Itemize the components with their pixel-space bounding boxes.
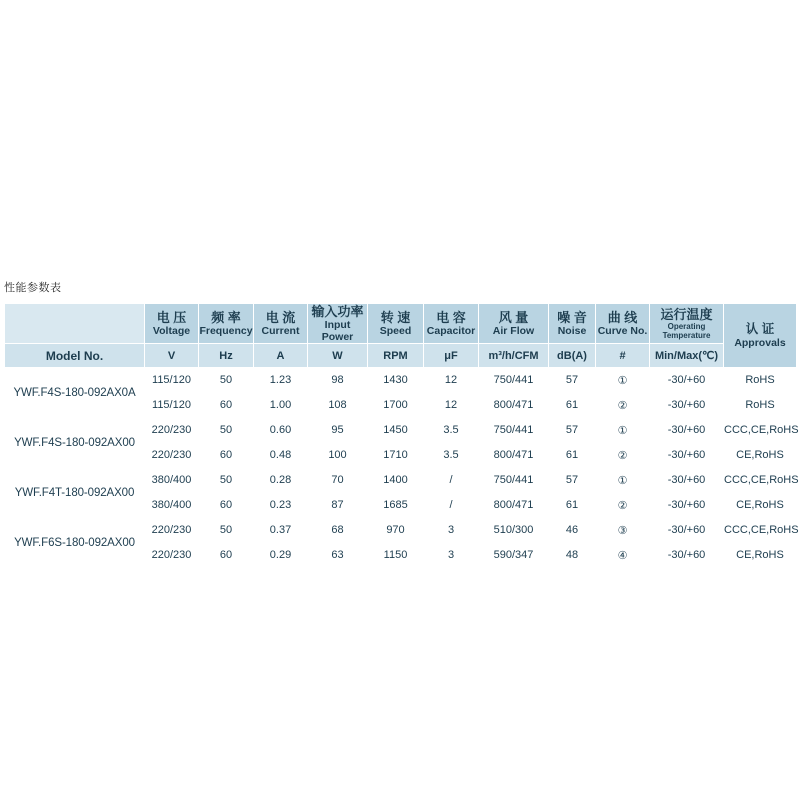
header-air-flow-en: Air Flow bbox=[492, 325, 535, 337]
header-air-flow bbox=[479, 304, 549, 344]
header-temperature bbox=[650, 304, 724, 344]
header-curve-en: Curve No. bbox=[597, 325, 648, 337]
curve-number-badge: ④ bbox=[617, 549, 628, 562]
cell-current: 0.60 bbox=[254, 418, 308, 443]
cell-air-flow: 800/471 bbox=[479, 443, 549, 468]
cell-approvals: RoHS bbox=[724, 393, 797, 418]
cell-noise: 46 bbox=[549, 518, 596, 543]
cell-voltage: 115/120 bbox=[145, 368, 199, 393]
header-speed-en: Speed bbox=[379, 325, 412, 337]
header-input-power-cn: 输入功率 bbox=[311, 304, 364, 319]
cell-speed: 1430 bbox=[368, 368, 424, 393]
cell-speed: 970 bbox=[368, 518, 424, 543]
unit-noise: dB(A) bbox=[549, 344, 596, 368]
unit-frequency: Hz bbox=[199, 344, 254, 368]
header-approvals bbox=[724, 304, 797, 368]
header-voltage-cn: 电 压 bbox=[156, 310, 187, 325]
curve-number-badge: ② bbox=[617, 449, 628, 462]
unit-voltage: V bbox=[145, 344, 199, 368]
table-row bbox=[5, 418, 797, 443]
cell-approvals: CE,RoHS bbox=[724, 493, 797, 518]
table-header-row-cn bbox=[5, 304, 797, 344]
cell-curve bbox=[596, 543, 650, 568]
cell-voltage: 220/230 bbox=[145, 443, 199, 468]
cell-approvals: RoHS bbox=[724, 368, 797, 393]
header-current-en: Current bbox=[261, 325, 300, 337]
cell-noise: 61 bbox=[549, 393, 596, 418]
cell-noise: 57 bbox=[549, 418, 596, 443]
cell-curve bbox=[596, 368, 650, 393]
cell-approvals: CCC,CE,RoHS bbox=[724, 468, 797, 493]
cell-current: 0.37 bbox=[254, 518, 308, 543]
table-row bbox=[5, 468, 797, 493]
header-air-flow-cn: 风 量 bbox=[498, 310, 529, 325]
cell-current: 1.23 bbox=[254, 368, 308, 393]
header-voltage bbox=[145, 304, 199, 344]
cell-speed: 1400 bbox=[368, 468, 424, 493]
cell-input-power: 95 bbox=[308, 418, 368, 443]
header-temperature-en2: Temperature bbox=[662, 331, 711, 340]
cell-model-no: YWF.F4T-180-092AX00 bbox=[5, 468, 145, 518]
curve-number-badge: ① bbox=[617, 424, 628, 437]
header-speed-cn: 转 速 bbox=[380, 310, 411, 325]
cell-input-power: 87 bbox=[308, 493, 368, 518]
cell-input-power: 108 bbox=[308, 393, 368, 418]
cell-current: 0.48 bbox=[254, 443, 308, 468]
cell-input-power: 98 bbox=[308, 368, 368, 393]
cell-curve bbox=[596, 418, 650, 443]
unit-capacitor: μF bbox=[424, 344, 479, 368]
cell-model-no: YWF.F6S-180-092AX00 bbox=[5, 518, 145, 568]
cell-voltage: 380/400 bbox=[145, 493, 199, 518]
curve-number-badge: ② bbox=[617, 399, 628, 412]
cell-approvals: CE,RoHS bbox=[724, 443, 797, 468]
cell-frequency: 50 bbox=[199, 468, 254, 493]
cell-frequency: 60 bbox=[199, 493, 254, 518]
cell-current: 0.29 bbox=[254, 543, 308, 568]
performance-parameter-table bbox=[4, 303, 797, 568]
header-capacitor-en: Capacitor bbox=[426, 325, 476, 337]
cell-input-power: 63 bbox=[308, 543, 368, 568]
table-header-row-units bbox=[5, 344, 797, 368]
cell-curve bbox=[596, 468, 650, 493]
header-temperature-cn: 运行温度 bbox=[660, 307, 713, 322]
cell-current: 0.23 bbox=[254, 493, 308, 518]
cell-noise: 61 bbox=[549, 443, 596, 468]
curve-number-badge: ① bbox=[617, 474, 628, 487]
header-current bbox=[254, 304, 308, 344]
cell-temperature: -30/+60 bbox=[650, 493, 724, 518]
header-noise-en: Noise bbox=[557, 325, 587, 337]
cell-current: 0.28 bbox=[254, 468, 308, 493]
cell-capacitor: / bbox=[424, 493, 479, 518]
cell-voltage: 220/230 bbox=[145, 418, 199, 443]
cell-voltage: 380/400 bbox=[145, 468, 199, 493]
cell-curve bbox=[596, 493, 650, 518]
header-corner-blank bbox=[5, 304, 145, 344]
header-capacitor bbox=[424, 304, 479, 344]
cell-frequency: 60 bbox=[199, 543, 254, 568]
unit-input-power: W bbox=[308, 344, 368, 368]
cell-approvals: CCC,CE,RoHS bbox=[724, 518, 797, 543]
cell-speed: 1450 bbox=[368, 418, 424, 443]
cell-air-flow: 800/471 bbox=[479, 393, 549, 418]
header-voltage-en: Voltage bbox=[152, 325, 191, 337]
cell-air-flow: 510/300 bbox=[479, 518, 549, 543]
table-body bbox=[5, 368, 797, 568]
cell-model-no: YWF.F4S-180-092AX00 bbox=[5, 418, 145, 468]
curve-number-badge: ③ bbox=[617, 524, 628, 537]
cell-input-power: 68 bbox=[308, 518, 368, 543]
header-curve-cn: 曲 线 bbox=[607, 310, 638, 325]
curve-number-badge: ② bbox=[617, 499, 628, 512]
cell-frequency: 50 bbox=[199, 418, 254, 443]
cell-air-flow: 590/347 bbox=[479, 543, 549, 568]
cell-capacitor: 3.5 bbox=[424, 418, 479, 443]
cell-capacitor: 3 bbox=[424, 518, 479, 543]
unit-temperature: Min/Max(℃) bbox=[650, 344, 724, 368]
cell-capacitor: 3.5 bbox=[424, 443, 479, 468]
cell-temperature: -30/+60 bbox=[650, 468, 724, 493]
cell-frequency: 50 bbox=[199, 518, 254, 543]
cell-noise: 57 bbox=[549, 368, 596, 393]
cell-speed: 1700 bbox=[368, 393, 424, 418]
cell-capacitor: 12 bbox=[424, 393, 479, 418]
header-curve bbox=[596, 304, 650, 344]
header-approvals-en: Approvals bbox=[734, 336, 786, 349]
cell-noise: 61 bbox=[549, 493, 596, 518]
cell-speed: 1150 bbox=[368, 543, 424, 568]
header-temperature-en: Operating bbox=[667, 322, 706, 331]
cell-voltage: 220/230 bbox=[145, 518, 199, 543]
cell-air-flow: 800/471 bbox=[479, 493, 549, 518]
unit-curve: # bbox=[596, 344, 650, 368]
header-frequency bbox=[199, 304, 254, 344]
cell-curve bbox=[596, 393, 650, 418]
unit-current: A bbox=[254, 344, 308, 368]
cell-approvals: CE,RoHS bbox=[724, 543, 797, 568]
page-title: 性能参数表 bbox=[4, 282, 62, 294]
cell-temperature: -30/+60 bbox=[650, 518, 724, 543]
cell-voltage: 115/120 bbox=[145, 393, 199, 418]
cell-curve bbox=[596, 443, 650, 468]
header-frequency-cn: 频 率 bbox=[211, 310, 241, 325]
header-input-power-en: Input Power bbox=[321, 319, 354, 343]
cell-current: 1.00 bbox=[254, 393, 308, 418]
cell-curve bbox=[596, 518, 650, 543]
cell-noise: 48 bbox=[549, 543, 596, 568]
header-approvals-cn: 认 证 bbox=[745, 321, 775, 336]
header-frequency-en: Frequency bbox=[199, 325, 253, 337]
cell-temperature: -30/+60 bbox=[650, 368, 724, 393]
cell-speed: 1710 bbox=[368, 443, 424, 468]
table-row bbox=[5, 368, 797, 393]
header-capacitor-cn: 电 容 bbox=[436, 310, 466, 325]
header-input-power bbox=[308, 304, 368, 344]
header-current-cn: 电 流 bbox=[265, 310, 296, 325]
cell-frequency: 50 bbox=[199, 368, 254, 393]
cell-temperature: -30/+60 bbox=[650, 543, 724, 568]
cell-frequency: 60 bbox=[199, 443, 254, 468]
cell-speed: 1685 bbox=[368, 493, 424, 518]
header-model-no: Model No. bbox=[5, 344, 145, 368]
cell-capacitor: 3 bbox=[424, 543, 479, 568]
curve-number-badge: ① bbox=[617, 374, 628, 387]
header-noise bbox=[549, 304, 596, 344]
cell-model-no: YWF.F4S-180-092AX0A bbox=[5, 368, 145, 418]
header-noise-cn: 噪 音 bbox=[557, 310, 587, 325]
cell-approvals: CCC,CE,RoHS bbox=[724, 418, 797, 443]
table-row bbox=[5, 518, 797, 543]
cell-frequency: 60 bbox=[199, 393, 254, 418]
cell-air-flow: 750/441 bbox=[479, 418, 549, 443]
header-speed bbox=[368, 304, 424, 344]
unit-speed: RPM bbox=[368, 344, 424, 368]
cell-temperature: -30/+60 bbox=[650, 393, 724, 418]
cell-input-power: 70 bbox=[308, 468, 368, 493]
unit-air-flow: m³/h/CFM bbox=[479, 344, 549, 368]
cell-noise: 57 bbox=[549, 468, 596, 493]
cell-capacitor: 12 bbox=[424, 368, 479, 393]
cell-voltage: 220/230 bbox=[145, 543, 199, 568]
cell-air-flow: 750/441 bbox=[479, 468, 549, 493]
cell-capacitor: / bbox=[424, 468, 479, 493]
cell-input-power: 100 bbox=[308, 443, 368, 468]
cell-air-flow: 750/441 bbox=[479, 368, 549, 393]
cell-temperature: -30/+60 bbox=[650, 443, 724, 468]
cell-temperature: -30/+60 bbox=[650, 418, 724, 443]
